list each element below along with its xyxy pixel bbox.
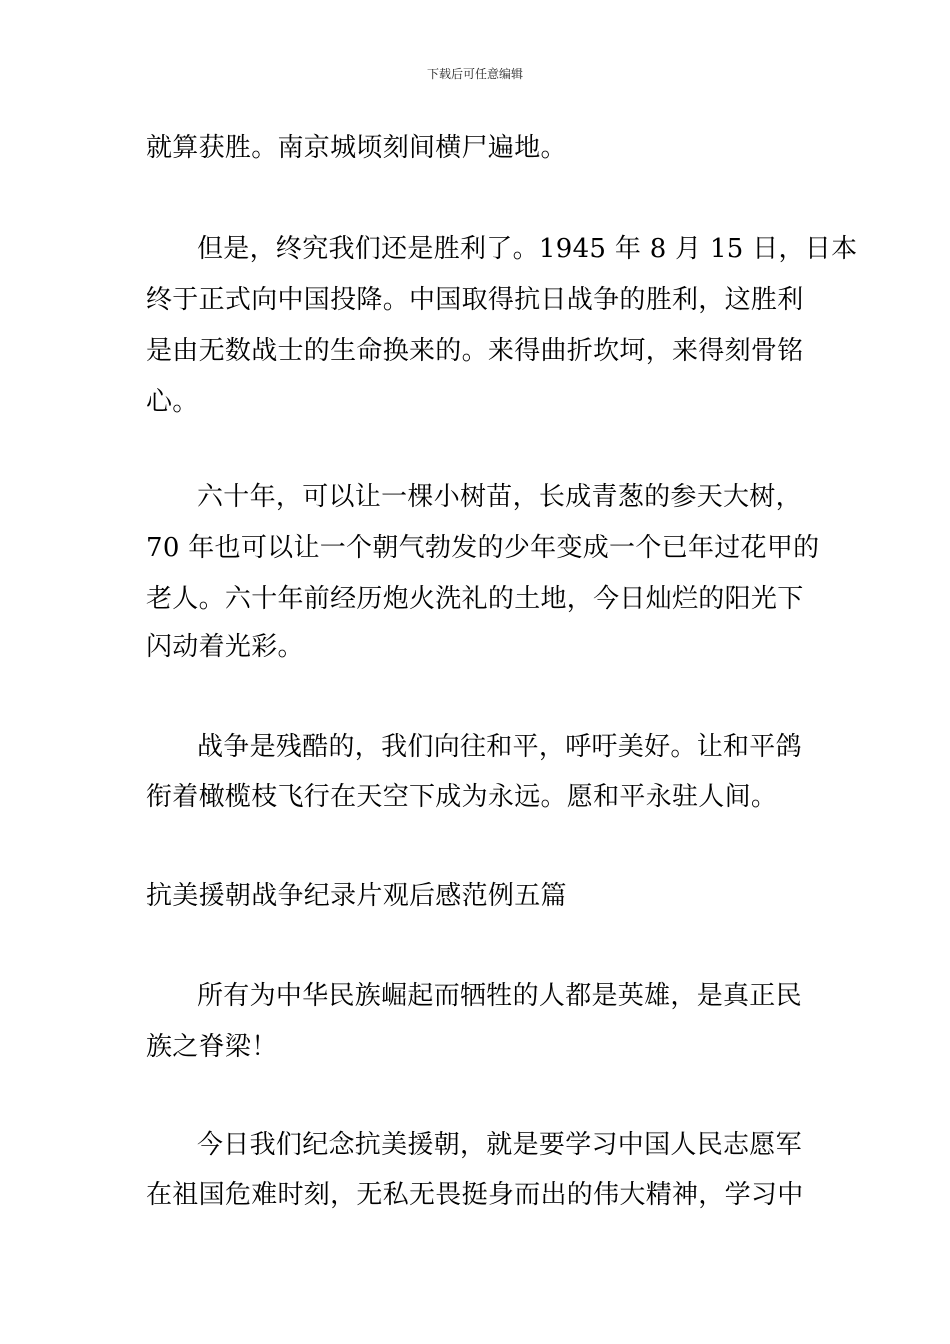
paragraph-line: 就算获胜。南京城顷刻间横尸遍地。 [146, 133, 567, 163]
paragraph-line: 是由无数战士的生命换来的。来得曲折坎坷，来得刻骨铭 [146, 336, 804, 366]
paragraph-line: 在祖国危难时刻，无私无畏挺身而出的伟大精神，学习中 [146, 1180, 804, 1210]
paragraph-line: 心。 [146, 387, 199, 417]
paragraph-line: 衔着橄榄枝飞行在天空下成为永远。愿和平永驻人间。 [146, 782, 778, 812]
paragraph-line: 老人。六十年前经历炮火洗礼的土地，今日灿烂的阳光下 [146, 584, 804, 614]
paragraph-line: 闪动着光彩。 [146, 632, 304, 662]
paragraph-line: 六十年，可以让一棵小树苗，长成青葱的参天大树， [197, 482, 802, 512]
paragraph-line: 族之脊梁！ [146, 1032, 278, 1062]
section-heading: 抗美援朝战争纪录片观后感范例五篇 [146, 881, 567, 911]
paragraph-line: 70 年也可以让一个朝气勃发的少年变成一个已年过花甲的 [146, 533, 820, 563]
page-header: 下载后可任意编辑 [426, 67, 523, 81]
paragraph-line: 但是，终究我们还是胜利了。1945 年 8 月 15 日，日本 [197, 234, 858, 264]
paragraph-line: 今日我们纪念抗美援朝，就是要学习中国人民志愿军 [197, 1130, 802, 1160]
paragraph-line: 所有为中华民族崛起而牺牲的人都是英雄，是真正民 [197, 981, 802, 1011]
paragraph-line: 战争是残酷的，我们向往和平，呼吁美好。让和平鸽 [197, 732, 802, 762]
paragraph-line: 终于正式向中国投降。中国取得抗日战争的胜利，这胜利 [146, 285, 804, 315]
